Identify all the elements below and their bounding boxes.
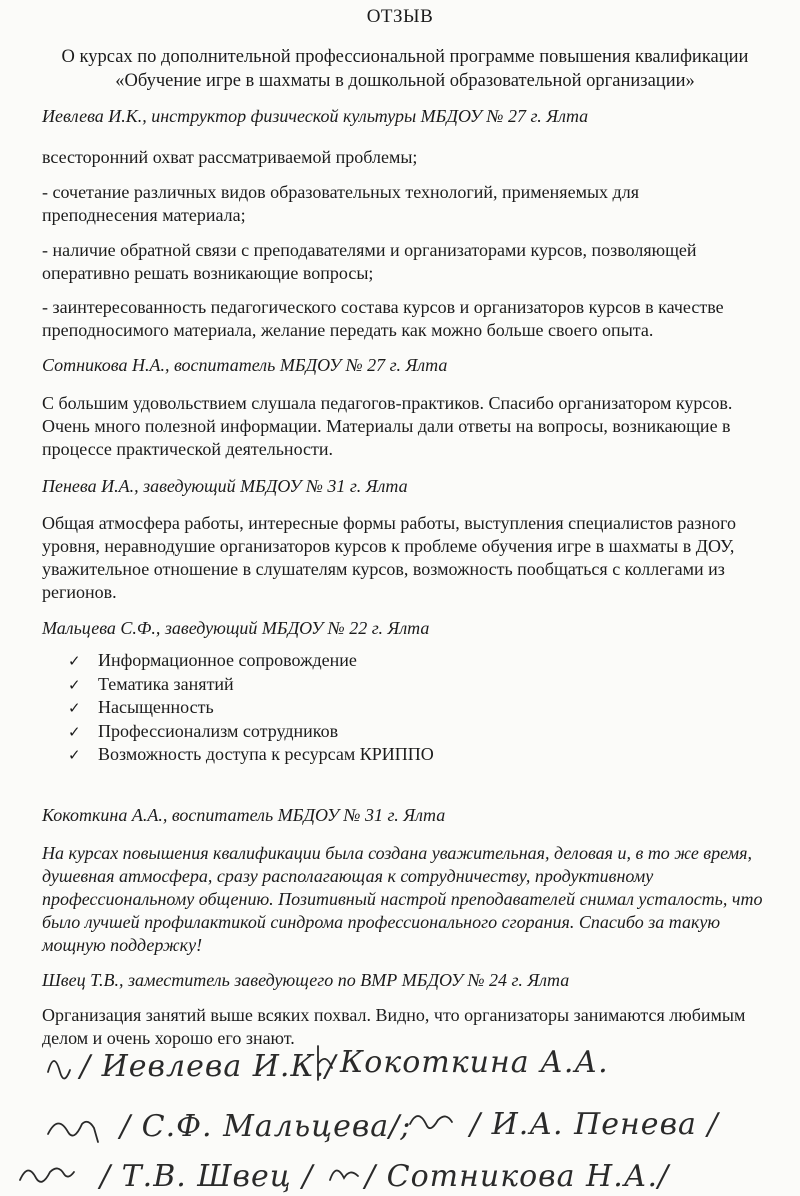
signature-scribble (48, 1122, 98, 1142)
checkmark-icon: ✓ (68, 699, 81, 717)
review-author: Кокоткина А.А., воспитатель МБДОУ № 31 г. Ялта (42, 805, 446, 825)
signature-scribble (48, 1061, 70, 1079)
review-paragraph: Организация занятий выше всяких похвал. Видно, что организаторы занимаются любимым делом и очень хорошо его знают. (42, 1005, 746, 1048)
review-paragraph: С большим удовольствием слушала педагогов-практиков. Спасибо организатором курсов. Очень много полезной информации. Материалы дали ответы на вопросы, возникающие в процессе практической деятельности. (42, 393, 733, 459)
checklist-item-label: Информационное сопровождение (98, 650, 357, 670)
review-paragraph: всесторонний охват рассматриваемой проблемы; (42, 147, 418, 167)
signature: Кокоткина А.А. (340, 1045, 609, 1080)
signature-scribble (410, 1116, 452, 1128)
review-author: Мальцева С.Ф., заведующий МБДОУ № 22 г. Ялта (42, 618, 430, 638)
signature: / И.А. Пенева / (470, 1107, 719, 1142)
review-author: Сотникова Н.А., воспитатель МБДОУ № 27 г. Ялта (42, 355, 448, 375)
checklist-item (68, 743, 434, 767)
checkmark-icon: ✓ (68, 722, 81, 741)
document-title: ОТЗЫВ (366, 6, 434, 27)
checklist-item-label: Профессионализм сотрудников (98, 720, 339, 741)
document-subtitle (20, 45, 790, 93)
signature-scribble (20, 1168, 74, 1181)
checklist-item-label: Возможность доступа к ресурсам КРИППО (98, 744, 434, 764)
checklist-item (68, 649, 434, 673)
checkmark-icon: ✓ (68, 652, 81, 670)
subtitle-line-2: «Обучение игре в шахматы в дошкольной образовательной организации» (115, 71, 695, 91)
review-author: Иевлева И.К., инструктор физической культуры МБДОУ № 27 г. Ялта (42, 106, 589, 126)
review-paragraph: Общая атмосфера работы, интересные формы работы, выступления специалистов разного уровня, неравнодушие организаторов курсов к проблеме обучения игре в шахматы в ДОУ, уважительное отношение в слушателям курсов, возможность пообщаться с коллегами из регионов. (42, 513, 737, 602)
review-paragraph: - заинтересованность педагогического состава курсов и организаторов курсов в качестве преподносимого материала, желание передать как можно больше своего опыта. (42, 297, 724, 340)
subtitle-line-1: О курсах по дополнительной профессиональной программе повышения квалификации (61, 47, 749, 67)
checklist-item (68, 720, 434, 744)
checkmark-icon: ✓ (68, 675, 81, 694)
checklist-item (68, 673, 434, 697)
signature: / Иевлева И.К./ (80, 1049, 337, 1084)
checkmark-icon: ✓ (68, 746, 81, 764)
signature: / Т.В. Швец / (100, 1159, 314, 1194)
review-paragraph: - сочетание различных видов образовательных технологий, применяемых для преподнесения материала; (42, 182, 639, 225)
checklist-item-label: Тематика занятий (98, 673, 234, 694)
review-paragraph: На курсах повышения квалификации была создана уважительная, деловая и, в то же время, душевная атмосфера, сразу располагающая к сотрудничеству, продуктивному профессиональному общению. Позитивный настрой преподавателей снимал усталость, что было лучшей профилактикой синдрома профессионального сгорания. Спасибо за такую мощную поддержку! (42, 843, 763, 955)
checklist-item (68, 696, 434, 720)
signature: / С.Ф. Мальцева/; (120, 1109, 412, 1144)
checklist (68, 649, 434, 767)
review-author: Пенева И.А., заведующий МБДОУ № 31 г. Ялта (42, 476, 408, 496)
review-author: Швец Т.В., заместитель заведующего по ВМР МБДОУ № 24 г. Ялта (42, 970, 570, 990)
signature: / Сотникова Н.А./ (365, 1159, 670, 1194)
signature-scribble (330, 1170, 358, 1180)
review-paragraph: - наличие обратной связи с преподавателями и организаторами курсов, позволяющей оперативно решать возникающие вопросы; (42, 240, 697, 283)
handwritten-signatures (0, 1040, 800, 1196)
checklist-item-label: Насыщенность (98, 697, 214, 717)
